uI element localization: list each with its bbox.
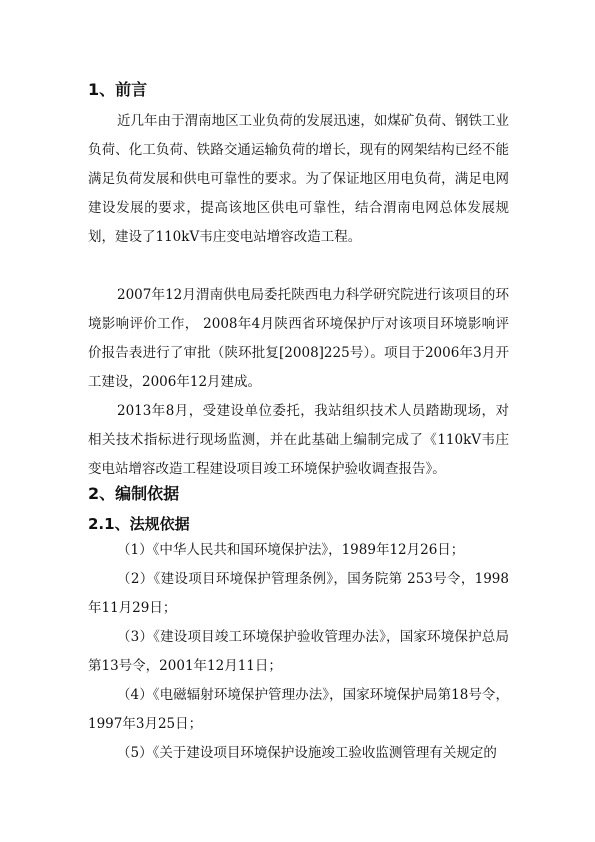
preface-paragraph-1: 近几年由于渭南地区工业负荷的发展迅速，如煤矿负荷、钢铁工业负荷、化工负荷、铁路交通运输负荷的增长，现有的网架结构已经不能满足负荷发展和供电可靠性的要求。为了保证地区用电负荷，满足电网建设发展的要求，提高该地区供电可靠性，结合渭南电网总体发展规划，建设了110kV韦庄变电站增容改造工程。: [88, 113, 509, 245]
regulation-item-1: （1）《中华人民共和国环境保护法》，1989年12月26日；: [117, 542, 465, 558]
regulation-item-3: （3）《建设项目竣工环境保护验收管理办法》，国家环境保护总局第13号令，2001年12月11日；: [88, 629, 509, 674]
preface-paragraph-3: 2013年8月，受建设单位委托，我站组织技术人员踏勘现场，对相关技术指标进行现场监测，并在此基础上编制完成了《110kV韦庄变电站增容改造工程建设项目竣工环境保护验收调查报告》。: [88, 403, 509, 477]
preface-paragraph-2: 2007年12月渭南供电局委托陕西电力科学研究院进行该项目的环境影响评价工作， 2008年4月陕西省环境保护厅对该项目环境影响评价报告表进行了审批（陕环批复[2008]225号）。项目于2006年3月开工建设，2006年12月建成。: [88, 287, 509, 390]
regulation-item-4: （4）《电磁辐射环境保护管理办法》，国家环境保护局第18号令，1997年3月25日；: [88, 687, 509, 732]
subsection-heading-regulations: 2.1、法规依据: [88, 515, 190, 533]
regulation-item-2: （2）《建设项目环境保护管理条例》，国务院第 253号令，1998年11月29日；: [88, 571, 509, 616]
section-heading-preface: 1、前言: [88, 80, 148, 99]
section-heading-basis: 2、编制依据: [88, 484, 180, 503]
regulation-item-5: （5）《关于建设项目环境保护设施竣工验收监测管理有关规定的: [117, 745, 497, 761]
